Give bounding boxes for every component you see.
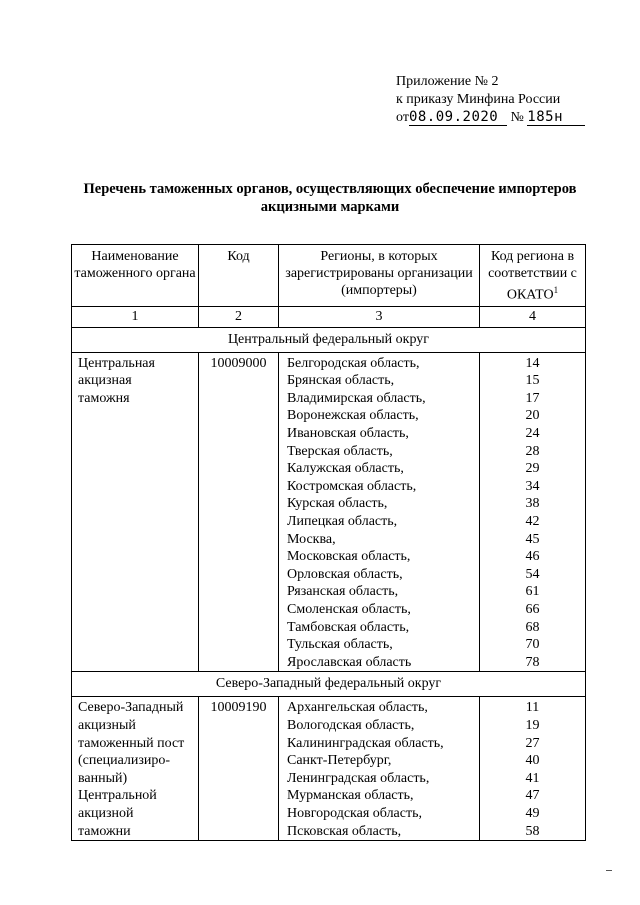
section-name: Центральный федеральный округ	[72, 327, 586, 352]
okato-code: 14	[525, 355, 540, 371]
page-mark	[606, 870, 612, 871]
column-number: 2	[199, 306, 279, 327]
region-item: Санкт-Петербург,	[287, 753, 392, 769]
date-prefix: от	[396, 110, 409, 125]
header-organ: Наименование таможенного органа	[72, 245, 199, 307]
okato-code: 11	[525, 700, 540, 716]
okato-code: 40	[525, 753, 540, 769]
customs-organ-line: (специализиро-	[78, 753, 171, 769]
customs-organ-line: акцизная	[78, 373, 132, 389]
header-code: Код	[199, 245, 279, 307]
okato-code: 78	[525, 654, 540, 670]
okato-cell	[480, 352, 586, 672]
section-name: Северо-Западный федеральный округ	[72, 672, 586, 697]
header-okato	[480, 245, 586, 307]
customs-organ-line: акцизной	[78, 805, 134, 821]
column-number-row	[72, 306, 586, 327]
section-row	[72, 672, 586, 697]
okato-code: 68	[525, 619, 540, 635]
region-item: Костромская область,	[287, 478, 417, 494]
region-item: Тверская область,	[287, 443, 393, 459]
header-row	[72, 245, 586, 307]
okato-code: 46	[525, 549, 540, 565]
customs-organ-line: акцизный	[78, 717, 136, 733]
region-item: Ивановская область,	[287, 426, 409, 442]
okato-code: 54	[525, 566, 540, 582]
okato-code: 34	[525, 478, 540, 494]
region-item: Курская область,	[287, 496, 388, 512]
region-item: Вологодская область,	[287, 717, 415, 733]
document-title: Перечень таможенных органов, осуществляющих обеспечение импортеров акцизными марками	[83, 181, 577, 215]
customs-organ-line: Центральной	[78, 788, 157, 804]
regions-cell	[279, 697, 480, 841]
region-item: Мурманская область,	[287, 788, 414, 804]
region-item: Липецкая область,	[287, 514, 398, 529]
okato-code: 45	[525, 531, 540, 547]
table-row	[72, 697, 586, 841]
region-item: Воронежская область,	[287, 408, 419, 424]
table-row	[72, 352, 586, 672]
region-item: Новгородская область,	[287, 805, 422, 821]
appendix-title: Приложение № 2	[396, 74, 499, 89]
okato-cell	[480, 697, 586, 841]
appendix-block	[396, 73, 585, 127]
region-item: Псковская область,	[287, 823, 402, 839]
order-date: 08.09.2020	[409, 110, 507, 126]
okato-code: 20	[525, 408, 540, 424]
customs-organ-line: Северо-Западный	[78, 700, 184, 716]
customs-organ-line: таможенный пост	[78, 735, 185, 751]
region-item: Смоленская область,	[287, 601, 411, 617]
region-item: Тульская область,	[287, 637, 393, 653]
okato-code: 17	[525, 390, 540, 406]
region-item: Архангельская область,	[287, 700, 428, 716]
okato-code: 24	[525, 426, 540, 442]
region-item: Орловская область,	[287, 566, 403, 582]
customs-organ-line: ванный)	[78, 770, 128, 786]
column-number: 3	[279, 306, 480, 327]
okato-code: 61	[525, 584, 540, 600]
okato-code: 58	[525, 823, 540, 839]
appendix-order-ref: к приказу Минфина России	[396, 92, 561, 107]
customs-code: 10009000	[199, 352, 279, 672]
header-okato-text: Код региона в соответствии с ОКАТО	[488, 249, 577, 303]
header-regions: Регионы, в которых зарегистрированы организации (импортеры)	[279, 245, 480, 307]
region-item: Ярославская область	[287, 654, 412, 670]
okato-code: 27	[525, 735, 540, 751]
customs-organ-line: таможня	[78, 390, 130, 406]
region-item: Калининградская область,	[287, 735, 444, 751]
regions-cell	[279, 352, 480, 672]
okato-code: 28	[525, 443, 540, 459]
okato-code: 38	[525, 496, 540, 512]
customs-table	[71, 244, 586, 841]
okato-code: 42	[525, 514, 540, 529]
column-number: 4	[480, 306, 586, 327]
column-number: 1	[72, 306, 199, 327]
number-prefix: №	[510, 110, 524, 125]
customs-organ-cell	[72, 352, 199, 672]
okato-code: 29	[525, 461, 540, 477]
customs-organ-cell	[72, 697, 199, 841]
customs-organ-line: таможни	[78, 823, 131, 839]
region-item: Брянская область,	[287, 373, 395, 389]
region-item: Ленинградская область,	[287, 770, 430, 786]
region-item: Владимирская область,	[287, 390, 426, 406]
region-item: Рязанская область,	[287, 584, 399, 600]
order-number: 185н	[527, 110, 585, 126]
okato-code: 49	[525, 805, 540, 821]
okato-code: 66	[525, 601, 540, 617]
customs-organ-line: Центральная	[78, 355, 155, 371]
appendix-date-line	[396, 109, 585, 127]
okato-code: 41	[525, 770, 540, 786]
region-item: Московская область,	[287, 549, 411, 565]
footnote-mark: 1	[553, 285, 559, 295]
okato-code: 47	[525, 788, 540, 804]
customs-code: 10009190	[199, 697, 279, 841]
okato-code: 15	[525, 373, 540, 389]
okato-code: 19	[525, 717, 540, 733]
region-item: Москва,	[287, 531, 336, 547]
section-row	[72, 327, 586, 352]
region-item: Белгородская область,	[287, 355, 420, 371]
region-item: Тамбовская область,	[287, 619, 410, 635]
okato-code: 70	[525, 637, 540, 653]
region-item: Калужская область,	[287, 461, 404, 477]
